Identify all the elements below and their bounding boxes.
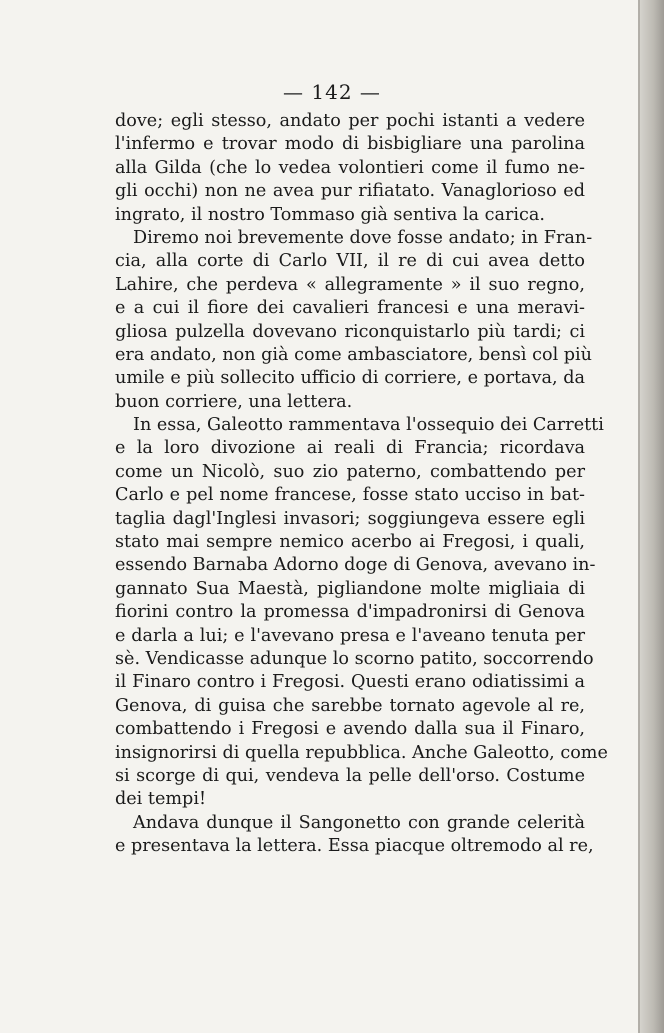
text-line: combattendo i Fregosi e avendo dalla sua il Finaro, (115, 719, 585, 740)
text-line: come un Nicolò, suo zio paterno, combattendo per (115, 461, 585, 482)
text-line: alla Gilda (che lo vedea volontieri come il fumo ne- (115, 157, 585, 178)
text-line: insignorirsi di quella repubblica. Anche Galeotto, come (115, 742, 608, 763)
text-line: buon corriere, una lettera. (115, 391, 353, 412)
paragraph (115, 227, 593, 414)
text-line: ingrato, il nostro Tommaso già sentiva la carica. (115, 204, 545, 225)
text-line: e presentava la lettera. Essa piacque oltremodo al re, (115, 836, 594, 857)
body-text (115, 110, 608, 859)
text-line: e a cui il fiore dei cavalieri francesi e una meravi- (115, 298, 585, 319)
text-line: Lahire, che perdeva « allegramente » il suo regno, (115, 274, 585, 295)
text-line: Diremo noi brevemente dove fosse andato; in Fran- (133, 227, 593, 248)
paragraph (115, 812, 594, 859)
text-line: e la loro divozione ai reali di Francia; ricordava (115, 438, 585, 459)
text-line: fiorini contro la promessa d'impadronirsi di Genova (115, 602, 585, 623)
text-line: si scorge di qui, vendeva la pelle dell'orso. Costume (115, 765, 585, 786)
text-line: cia, alla corte di Carlo VII, il re di cui avea detto (115, 251, 585, 272)
page-edge-line (638, 0, 640, 1033)
text-line: sè. Vendicasse adunque lo scorno patito, soccorrendo (115, 648, 594, 669)
text-line: il Finaro contro i Fregosi. Questi erano odiatissimi a (115, 672, 585, 693)
text-line: era andato, non già come ambasciatore, bensì col più (115, 344, 593, 365)
text-line: essendo Barnaba Adorno doge di Genova, avevano in- (115, 555, 596, 576)
text-line: Genova, di guisa che sarebbe tornato agevole al re, (115, 695, 585, 716)
text-line: gli occhi) non ne avea pur rifiatato. Vanaglorioso ed (115, 181, 585, 202)
text-line: e darla a lui; e l'avevano presa e l'aveano tenuta per (115, 625, 585, 646)
text-line: gliosa pulzella dovevano riconquistarlo più tardi; ci (115, 321, 585, 342)
paragraph (115, 414, 608, 812)
text-line: Carlo e pel nome francese, fosse stato ucciso in bat- (115, 485, 585, 506)
text-line: l'infermo e trovar modo di bisbigliare una parolina (115, 134, 585, 155)
text-line: umile e più sollecito ufficio di corriere, e portava, da (115, 368, 585, 389)
text-line: taglia dagl'Inglesi invasori; soggiungeva essere egli (115, 508, 585, 529)
text-line: dove; egli stesso, andato per pochi istanti a vedere (115, 111, 585, 131)
text-line: In essa, Galeotto rammentava l'ossequio dei Carretti (133, 415, 604, 436)
text-line: stato mai sempre nemico acerbo ai Fregosi, i quali, (115, 532, 585, 553)
text-line: gannato Sua Maestà, pigliandone molte migliaia di (115, 578, 585, 599)
page-number: — 142 — (283, 80, 381, 104)
text-line: dei tempi! (115, 789, 207, 810)
paragraph (115, 110, 585, 227)
text-line: Andava dunque il Sangonetto con grande celerità (133, 812, 585, 833)
page-edge (638, 0, 664, 1033)
